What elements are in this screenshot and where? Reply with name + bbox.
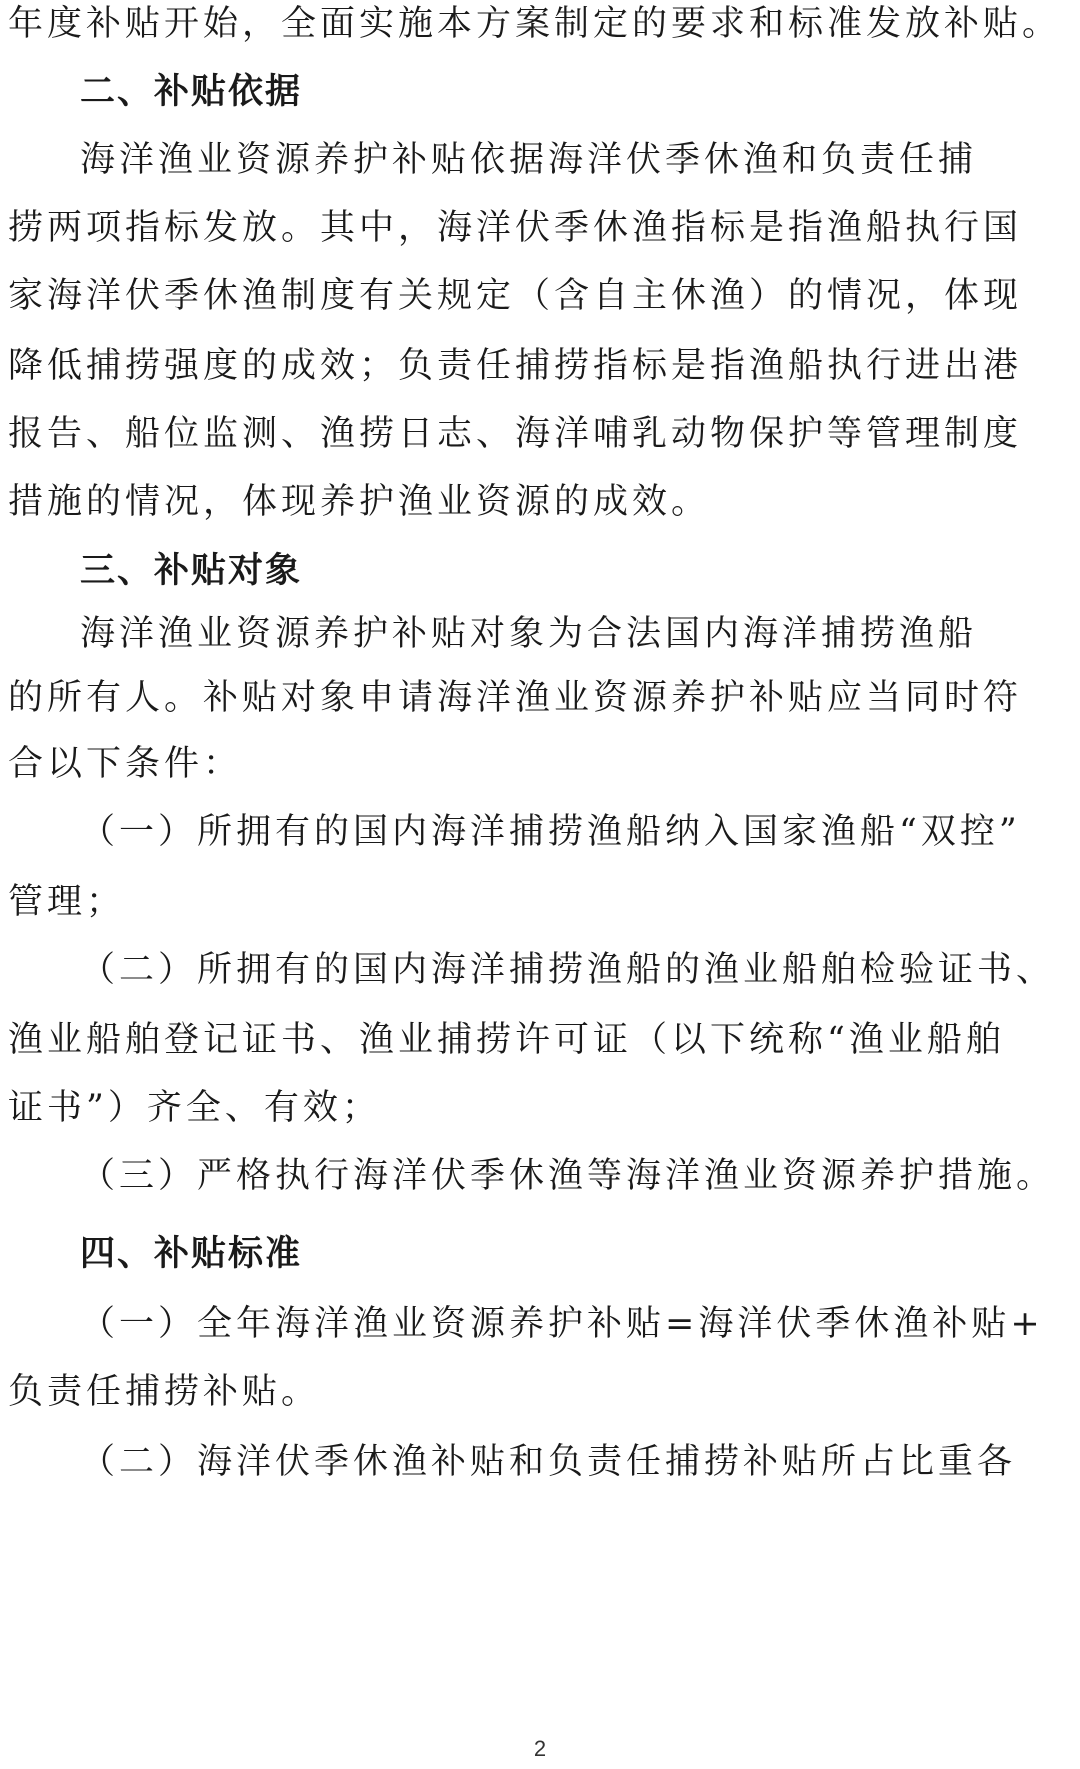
standard-item-1: （一）全年海洋渔业资源养护补贴=海洋伏季休渔补贴+ bbox=[80, 1304, 1044, 1344]
paragraph-line: 报告、船位监测、渔捞日志、海洋哺乳动物保护等管理制度 bbox=[8, 414, 1023, 454]
paragraph-line: 管理； bbox=[8, 882, 126, 922]
paragraph-line: 家海洋伏季休渔制度有关规定（含自主休渔）的情况，体现 bbox=[8, 276, 1023, 316]
paragraph-line: 降低捕捞强度的成效；负责任捕捞指标是指渔船执行进出港 bbox=[8, 346, 1023, 386]
paragraph-line: 年度补贴开始，全面实施本方案制定的要求和标准发放补贴。 bbox=[8, 4, 1062, 44]
condition-item-1: （一）所拥有的国内海洋捕捞渔船纳入国家渔船“双控” bbox=[80, 812, 1021, 852]
paragraph-line: 的所有人。补贴对象申请海洋渔业资源养护补贴应当同时符 bbox=[8, 678, 1023, 718]
section-heading-recipients: 三、补贴对象 bbox=[80, 551, 303, 591]
paragraph-line: 海洋渔业资源养护补贴依据海洋伏季休渔和负责任捕 bbox=[80, 140, 978, 180]
paragraph-line: 捞两项指标发放。其中，海洋伏季休渔指标是指渔船执行国 bbox=[8, 208, 1023, 248]
paragraph-line: 证书”）齐全、有效； bbox=[8, 1088, 381, 1128]
paragraph-line: 负责任捕捞补贴。 bbox=[8, 1372, 321, 1412]
paragraph-line: 渔业船舶登记证书、渔业捕捞许可证（以下统称“渔业船舶 bbox=[8, 1020, 1005, 1060]
standard-item-2: （二）海洋伏季休渔补贴和负责任捕捞补贴所占比重各 bbox=[80, 1442, 1017, 1482]
section-heading-basis: 二、补贴依据 bbox=[80, 72, 303, 112]
paragraph-line: 海洋渔业资源养护补贴对象为合法国内海洋捕捞渔船 bbox=[80, 614, 978, 654]
condition-item-3: （三）严格执行海洋伏季休渔等海洋渔业资源养护措施。 bbox=[80, 1156, 1056, 1196]
paragraph-line: 措施的情况，体现养护渔业资源的成效。 bbox=[8, 482, 711, 522]
section-heading-standard: 四、补贴标准 bbox=[80, 1234, 303, 1274]
page-number: 2 bbox=[533, 1736, 547, 1761]
condition-item-2: （二）所拥有的国内海洋捕捞渔船的渔业船舶检验证书、 bbox=[80, 950, 1056, 990]
paragraph-line: 合以下条件： bbox=[8, 744, 243, 784]
